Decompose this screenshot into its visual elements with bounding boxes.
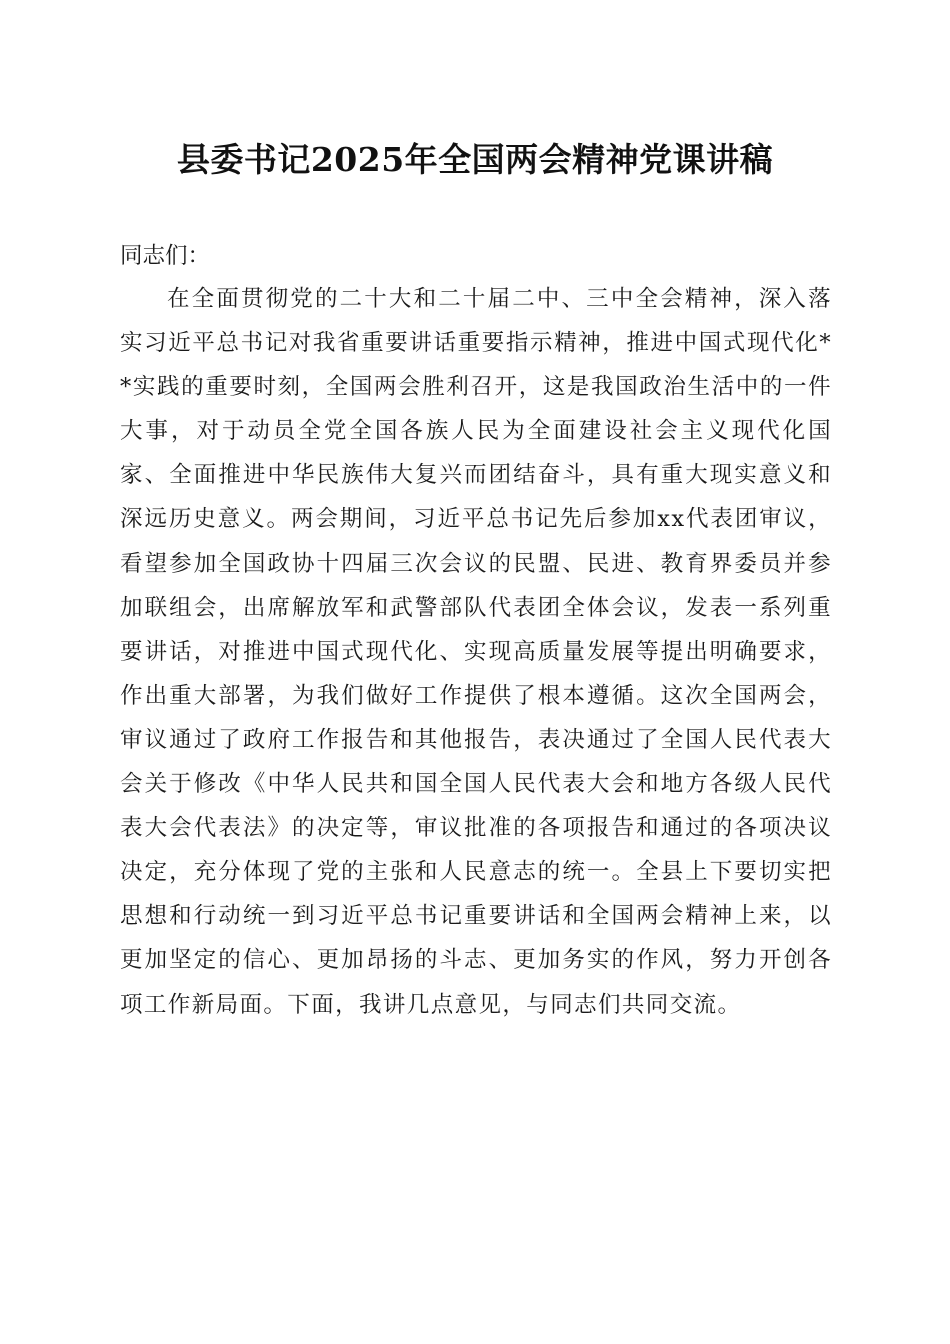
document-title: 县委书记2025年全国两会精神党课讲稿 — [176, 140, 774, 179]
body-paragraph: 在全面贯彻党的二十大和二十届二中、三中全会精神，深入落实习近平总书记对我省重要讲话重要指示精神，推进中国式现代化**实践的重要时刻，全国两会胜利召开，这是我国政治生活中的一件大事，对于动员全党全国各族人民为全面建设社会主义现代化国家、全面推进中华民族伟大复兴而团结奋斗，具有重大现实意义和深远历史意义。两会期间，习近平总书记先后参加xx代表团审议，看望参加全国政协十四届三次会议的民盟、民进、教育界委员并参加联组会，出席解放军和武警部队代表团全体会议，发表一系列重要讲话，对推进中国式现代化、实现高质量发展等提出明确要求，作出重大部署，为我们做好工作提供了根本遵循。这次全国两会，审议通过了政府工作报告和其他报告，表决通过了全国人民代表大会关于修改《中华人民共和国全国人民代表大会和地方各级人民代表大会代表法》的决定等，审议批准的各项报告和通过的各项决议决定，充分体现了党的主张和人民意志的统一。全县上下要切实把思想和行动统一到习近平总书记重要讲话和全国两会精神上来，以更加坚定的信心、更加昂扬的斗志、更加务实的作风，努力开创各项工作新局面。下面，我讲几点意见，与同志们共同交流。 — [120, 286, 832, 1018]
salutation: 同志们： — [120, 243, 211, 269]
